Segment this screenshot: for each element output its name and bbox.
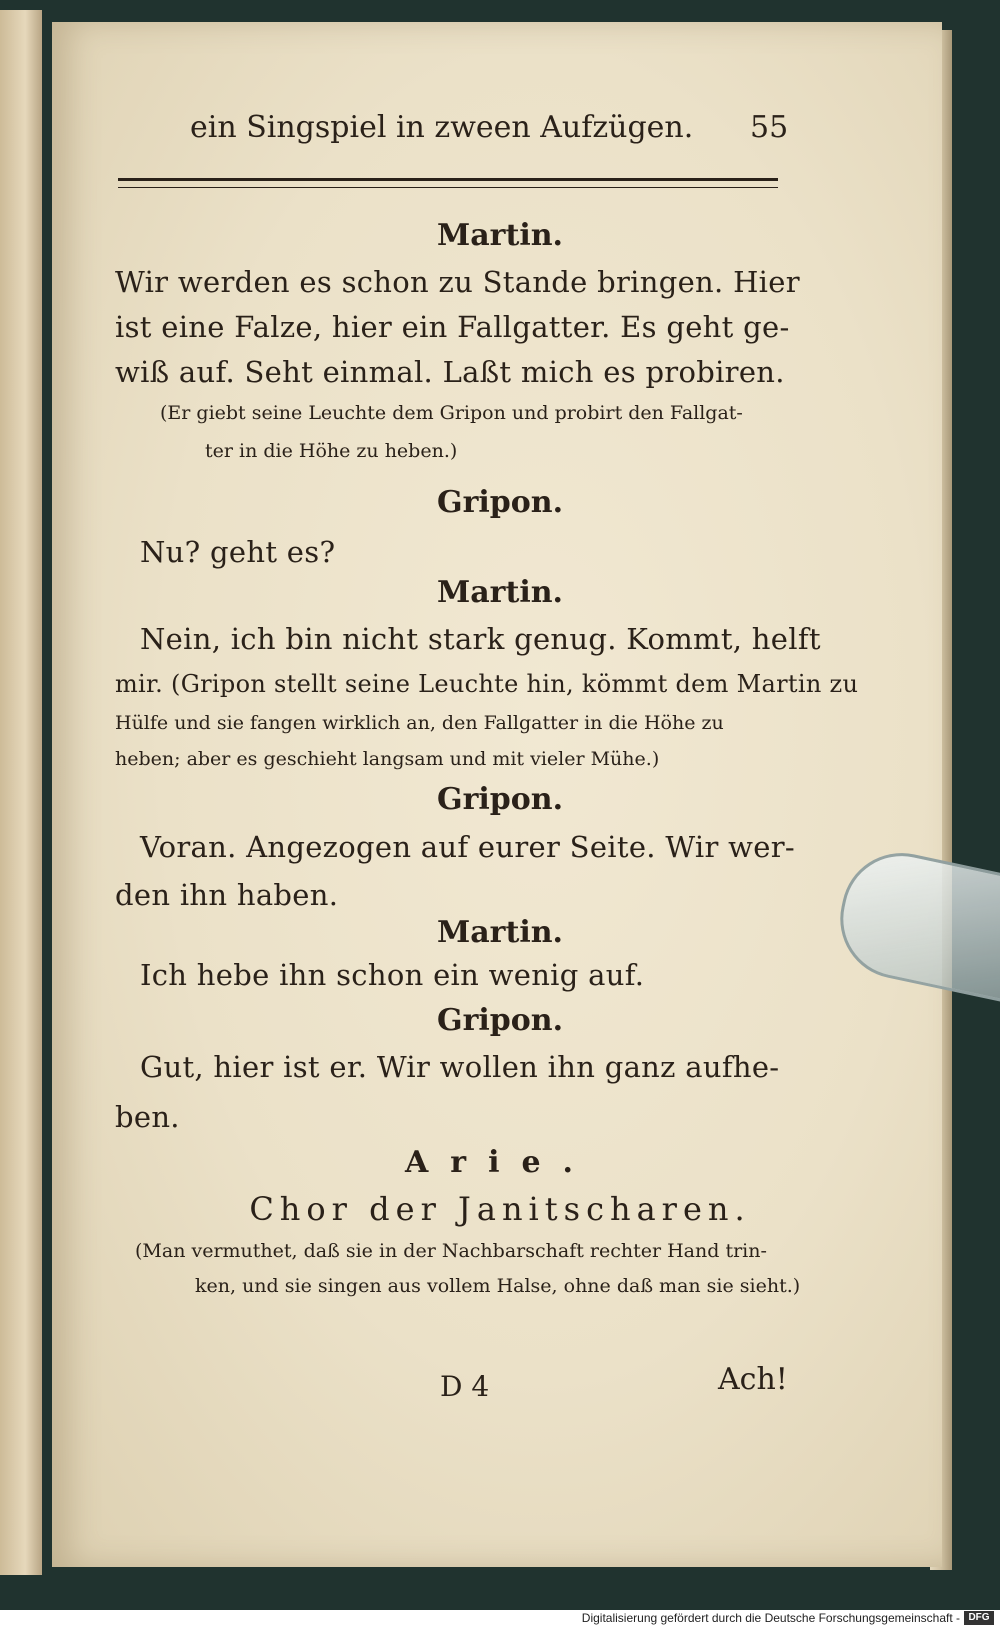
speaker-name: Martin.	[437, 575, 563, 610]
text-line: ist eine Falze, hier ein Fallgatter. Es geht ge-	[115, 310, 790, 344]
text-line: Nu? geht es?	[140, 535, 336, 569]
signature-mark: D 4	[440, 1370, 490, 1403]
footer-credit: Digitalisierung gefördert durch die Deutsche Forschungsgemeinschaft -	[581, 1611, 960, 1625]
header-rule	[118, 178, 778, 188]
text-line: Voran. Angezogen auf eurer Seite. Wir wer-	[140, 830, 796, 864]
text-line: Nein, ich bin nicht stark genug. Kommt, helft	[140, 622, 821, 656]
stage-direction: heben; aber es geschieht langsam und mit vieler Mühe.)	[115, 748, 660, 770]
speaker-name: Gripon.	[436, 1003, 564, 1038]
catchword: Ach!	[718, 1362, 788, 1397]
text-line: Gut, hier ist er. Wir wollen ihn ganz aufhe-	[140, 1050, 780, 1084]
stage-direction: (Man vermuthet, daß sie in der Nachbarschaft rechter Hand trin-	[135, 1240, 767, 1262]
speaker-name: Martin.	[437, 915, 563, 950]
speaker-name: Gripon.	[436, 485, 564, 520]
aria-heading: Arie.	[404, 1145, 595, 1180]
text-line: ben.	[115, 1100, 180, 1134]
stage-direction: (Er giebt seine Leuchte dem Gripon und probirt den Fallgat-	[160, 402, 743, 424]
text-line: wiß auf. Seht einmal. Laßt mich es probiren.	[115, 355, 785, 389]
chorus-heading: Chor der Janitscharen.	[249, 1190, 751, 1228]
speaker-name: Martin.	[437, 218, 563, 253]
stage-direction: ter in die Höhe zu heben.)	[205, 440, 458, 462]
running-title: ein Singspiel in zween Aufzügen.	[190, 110, 694, 145]
stage-direction: ken, und sie singen aus vollem Halse, ohne daß man sie sieht.)	[195, 1275, 801, 1297]
text-line: Wir werden es schon zu Stande bringen. Hier	[115, 265, 800, 299]
text-line: Ich hebe ihn schon ein wenig auf.	[140, 958, 645, 992]
stage-direction: Hülfe und sie fangen wirklich an, den Fallgatter in die Höhe zu	[115, 712, 724, 734]
text-line: mir. (Gripon stellt seine Leuchte hin, kömmt dem Martin zu	[115, 670, 859, 698]
page-number: 55	[750, 110, 789, 145]
speaker-name: Gripon.	[436, 782, 564, 817]
dfg-logo: DFG	[964, 1611, 994, 1625]
text-line: den ihn haben.	[115, 878, 339, 912]
